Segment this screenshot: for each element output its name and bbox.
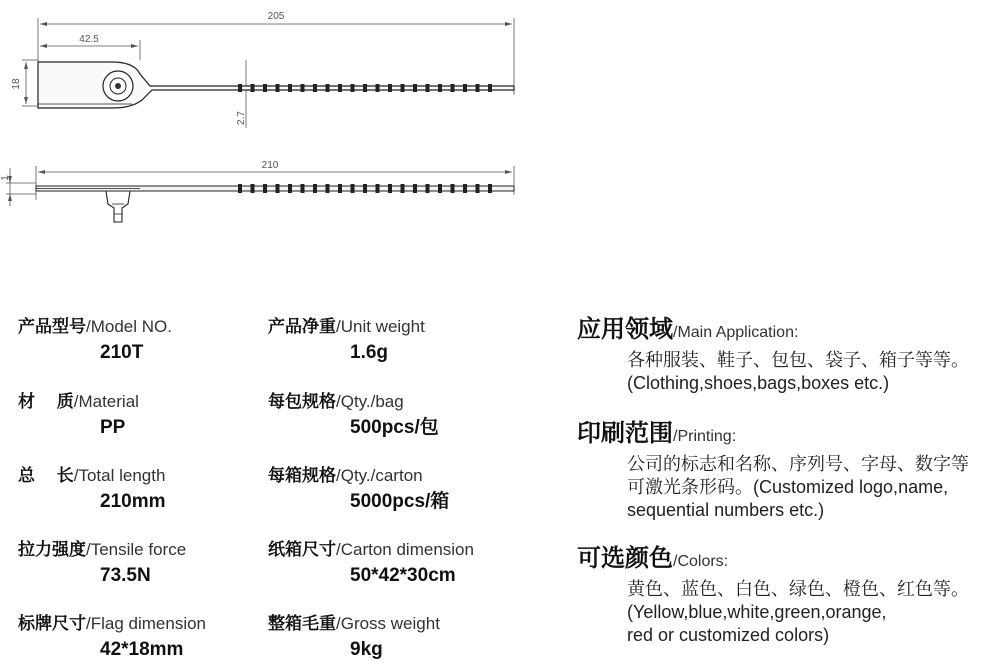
printing-line: 可激光条形码。(Customized logo,name, — [627, 477, 949, 497]
spec-unit-weight-value: 1.6g — [350, 342, 389, 363]
application-title-cn: 应用领域 — [577, 316, 673, 343]
spec-qty-bag — [268, 391, 439, 440]
spec-material-value: PP — [100, 417, 126, 438]
dim-side-thickness: 1 — [0, 175, 11, 181]
strap-bead — [351, 184, 355, 193]
spec-model-label-cn: 产品型号 — [18, 317, 86, 336]
spec-gross-weight — [268, 613, 440, 662]
strap-bead — [238, 84, 242, 92]
spec-model-label-en: /Model NO. — [86, 317, 172, 336]
strap-bead — [376, 84, 380, 92]
strap-bead — [388, 84, 392, 92]
strap-bead — [476, 84, 480, 92]
spec-qty-bag-label-en: /Qty./bag — [336, 392, 404, 411]
product-technical-drawing — [0, 0, 1000, 250]
section-printing — [577, 419, 992, 522]
application-line: (Clothing,shoes,bags,boxes etc.) — [627, 373, 890, 393]
spec-material-label-en: /Material — [73, 392, 139, 411]
spec-flag-value: 42*18mm — [100, 639, 184, 660]
spec-total-length — [18, 465, 166, 514]
strap-bead — [488, 84, 492, 92]
colors-title-en: /Colors: — [673, 553, 729, 570]
spec-tensile-value: 73.5N — [100, 565, 151, 586]
strap-bead — [463, 84, 467, 92]
spec-model — [18, 316, 172, 365]
printing-title-en: /Printing: — [673, 428, 737, 445]
strap-bead — [438, 184, 442, 193]
spec-tensile-label-en: /Tensile force — [86, 540, 187, 559]
strap-bead — [313, 184, 317, 193]
strap-bead — [251, 84, 255, 92]
spec-unit-weight-label-en: /Unit weight — [336, 317, 425, 336]
strap-bead — [401, 84, 405, 92]
spec-qty-bag-label-cn: 每包规格 — [268, 392, 336, 411]
spec-qty-carton-value: 5000pcs/箱 — [350, 491, 450, 512]
seal-top-view — [38, 62, 514, 108]
strap-bead — [238, 184, 242, 193]
strap-bead — [276, 184, 280, 193]
dim-top-length: 205 — [267, 11, 285, 22]
spec-gross-weight-value: 9kg — [350, 639, 383, 660]
spec-total-length-value: 210mm — [100, 491, 166, 512]
strap-bead — [338, 184, 342, 193]
colors-title-cn: 可选颜色 — [577, 545, 673, 572]
strap-bead — [463, 184, 467, 193]
spec-qty-carton-label-en: /Qty./carton — [336, 466, 423, 485]
spec-material — [18, 391, 139, 440]
strap-bead — [338, 84, 342, 92]
spec-tensile — [18, 539, 186, 588]
seal-side-view — [36, 184, 514, 222]
strap-bead — [401, 184, 405, 193]
strap-bead — [288, 184, 292, 193]
strap-bead — [301, 184, 305, 193]
strap-bead — [351, 84, 355, 92]
strap-bead — [301, 84, 305, 92]
colors-line: red or customized colors) — [627, 625, 830, 645]
spec-total-length-label-en: /Total length — [73, 466, 166, 485]
spec-unit-weight — [268, 316, 425, 365]
spec-qty-bag-value: 500pcs/包 — [350, 417, 439, 438]
spec-material-label-cn: 材 质 — [18, 392, 74, 411]
strap-bead — [413, 84, 417, 92]
dim-flag-length: 42.5 — [79, 34, 99, 45]
application-line: 各种服装、鞋子、包包、袋子、箱子等等。 — [627, 350, 969, 370]
strap-bead — [276, 84, 280, 92]
strap-bead — [438, 84, 442, 92]
spec-carton-dimension — [268, 539, 474, 588]
section-colors — [577, 544, 992, 647]
printing-line: 公司的标志和名称、序列号、字母、数字等 — [627, 454, 969, 474]
spec-tensile-label-cn: 拉力强度 — [18, 540, 86, 559]
dim-flag-height: 18 — [11, 78, 22, 90]
colors-line: (Yellow,blue,white,green,orange, — [627, 602, 887, 622]
spec-carton-value: 50*42*30cm — [350, 565, 456, 586]
spec-model-value: 210T — [100, 342, 144, 363]
spec-flag-label-cn: 标牌尺寸 — [18, 614, 86, 633]
spec-total-length-label-cn: 总 长 — [18, 466, 74, 485]
application-title-en: /Main Application: — [673, 324, 799, 341]
spec-carton-label-cn: 纸箱尺寸 — [268, 540, 336, 559]
strap-bead — [288, 84, 292, 92]
strap-bead — [476, 184, 480, 193]
strap-bead — [251, 184, 255, 193]
strap-bead — [451, 84, 455, 92]
dim-tail-height: 2.7 — [236, 111, 247, 125]
spec-qty-carton — [268, 465, 449, 514]
strap-bead — [388, 184, 392, 193]
strap-bead — [326, 84, 330, 92]
dim-side-length: 210 — [261, 160, 279, 171]
strap-bead — [488, 184, 492, 193]
colors-line: 黄色、蓝色、白色、绿色、橙色、红色等。 — [627, 579, 969, 599]
spec-unit-weight-label-cn: 产品净重 — [268, 317, 336, 336]
spec-flag-dimension — [18, 613, 206, 662]
strap-bead — [313, 84, 317, 92]
spec-qty-carton-label-cn: 每箱规格 — [268, 466, 336, 485]
strap-bead — [451, 184, 455, 193]
spec-gross-weight-label-cn: 整箱毛重 — [268, 614, 336, 633]
printing-line: sequential numbers etc.) — [627, 500, 825, 520]
spec-gross-weight-label-en: /Gross weight — [336, 614, 440, 633]
strap-bead — [363, 184, 367, 193]
strap-bead — [363, 84, 367, 92]
strap-bead — [263, 84, 267, 92]
spec-flag-label-en: /Flag dimension — [86, 614, 207, 633]
strap-bead — [263, 184, 267, 193]
printing-title-cn: 印刷范围 — [577, 420, 673, 447]
strap-bead — [426, 184, 430, 193]
strap-bead — [376, 184, 380, 193]
strap-bead — [426, 84, 430, 92]
spec-carton-label-en: /Carton dimension — [336, 540, 474, 559]
strap-bead — [326, 184, 330, 193]
strap-bead — [413, 184, 417, 193]
section-main-application — [577, 315, 992, 395]
